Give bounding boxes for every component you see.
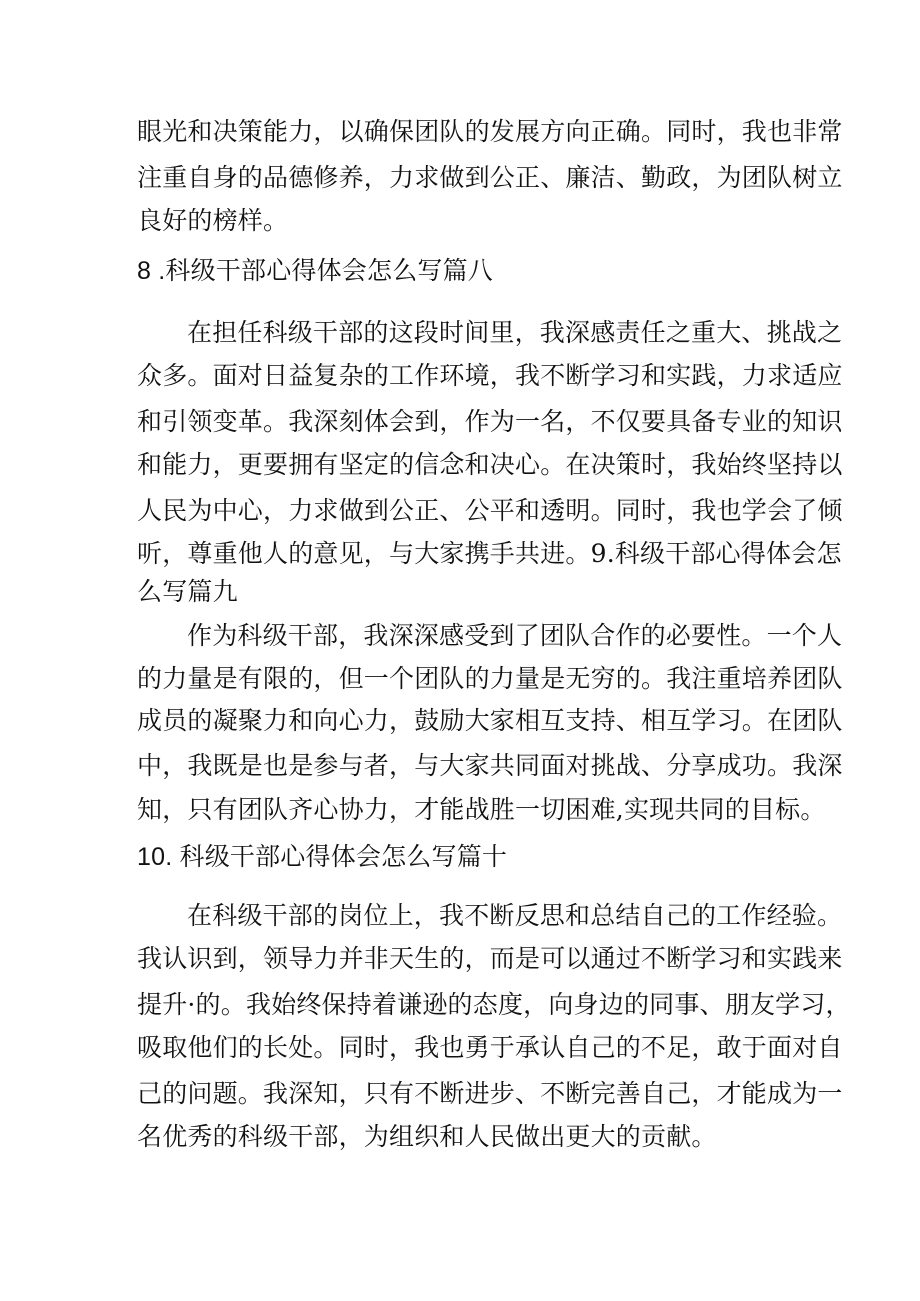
- paragraph-9-line-2: 的力量是有限的，但一个团队的力量是无穷的。我注重培养团队: [137, 664, 843, 693]
- paragraph-10-line-1: 在科级干部的岗位上，我不断反思和总结自己的工作经验。: [187, 901, 843, 930]
- paragraph-8-line-5: 人民为中心，力求做到公正、公平和透明。同时，我也学会了倾: [137, 496, 843, 525]
- paragraph-7-line-3: 良好的榜样。: [137, 206, 289, 235]
- section-heading-8: 8 .科级干部心得体会怎么写篇八: [137, 257, 493, 285]
- paragraph-10-line-4: 吸取他们的长处。同时，我也勇于承认自己的不足，敢于面对自: [137, 1033, 843, 1062]
- paragraph-8-line-2: 众多。面对日益复杂的工作环境，我不断学习和实践，力求适应: [137, 361, 843, 390]
- paragraph-10-line-5: 己的问题。我深知，只有不断进步、不断完善自己，才能成为一: [137, 1079, 843, 1108]
- paragraph-8-line-7: 么写篇九: [137, 577, 238, 606]
- paragraph-9-line-4: 中，我既是也是参与者，与大家共同面对挑战、分享成功。我深: [137, 751, 843, 780]
- paragraph-7-line-2: 注重自身的品德修养，力求做到公正、廉洁、勤政，为团队树立: [137, 163, 843, 192]
- paragraph-8-line-1: 在担任科级干部的这段时间里，我深感责任之重大、挑战之: [187, 318, 843, 347]
- paragraph-8-line-6: 听，尊重他人的意见，与大家携手共进。9.科级干部心得体会怎: [137, 539, 842, 568]
- paragraph-9-line-1: 作为科级干部，我深深感受到了团队合作的必要性。一个人: [187, 621, 843, 650]
- paragraph-10-line-2: 我认识到，领导力并非天生的，而是可以通过不断学习和实践来: [137, 944, 843, 973]
- paragraph-9-line-5: 知，只有团队齐心协力，才能战胜一切困难,实现共同的目标。: [137, 795, 826, 824]
- section-heading-10: 10. 科级干部心得体会怎么写篇十: [137, 843, 508, 871]
- paragraph-7-line-1: 眼光和决策能力，以确保团队的发展方向正确。同时，我也非常: [137, 117, 843, 146]
- paragraph-9-line-3: 成员的凝聚力和向心力，鼓励大家相互支持、相互学习。在团队: [137, 706, 843, 735]
- paragraph-8-line-4: 和能力，更要拥有坚定的信念和决心。在决策时，我始终坚持以: [137, 450, 843, 479]
- paragraph-10-line-3: 提升·的。我始终保持着谦逊的态度，向身边的同事、朋友学习，: [137, 990, 851, 1019]
- paragraph-10-line-6: 名优秀的科级干部，为组织和人民做出更大的贡献。: [137, 1122, 717, 1151]
- paragraph-8-line-3: 和引领变革。我深刻体会到，作为一名，不仅要具备专业的知识: [137, 407, 843, 436]
